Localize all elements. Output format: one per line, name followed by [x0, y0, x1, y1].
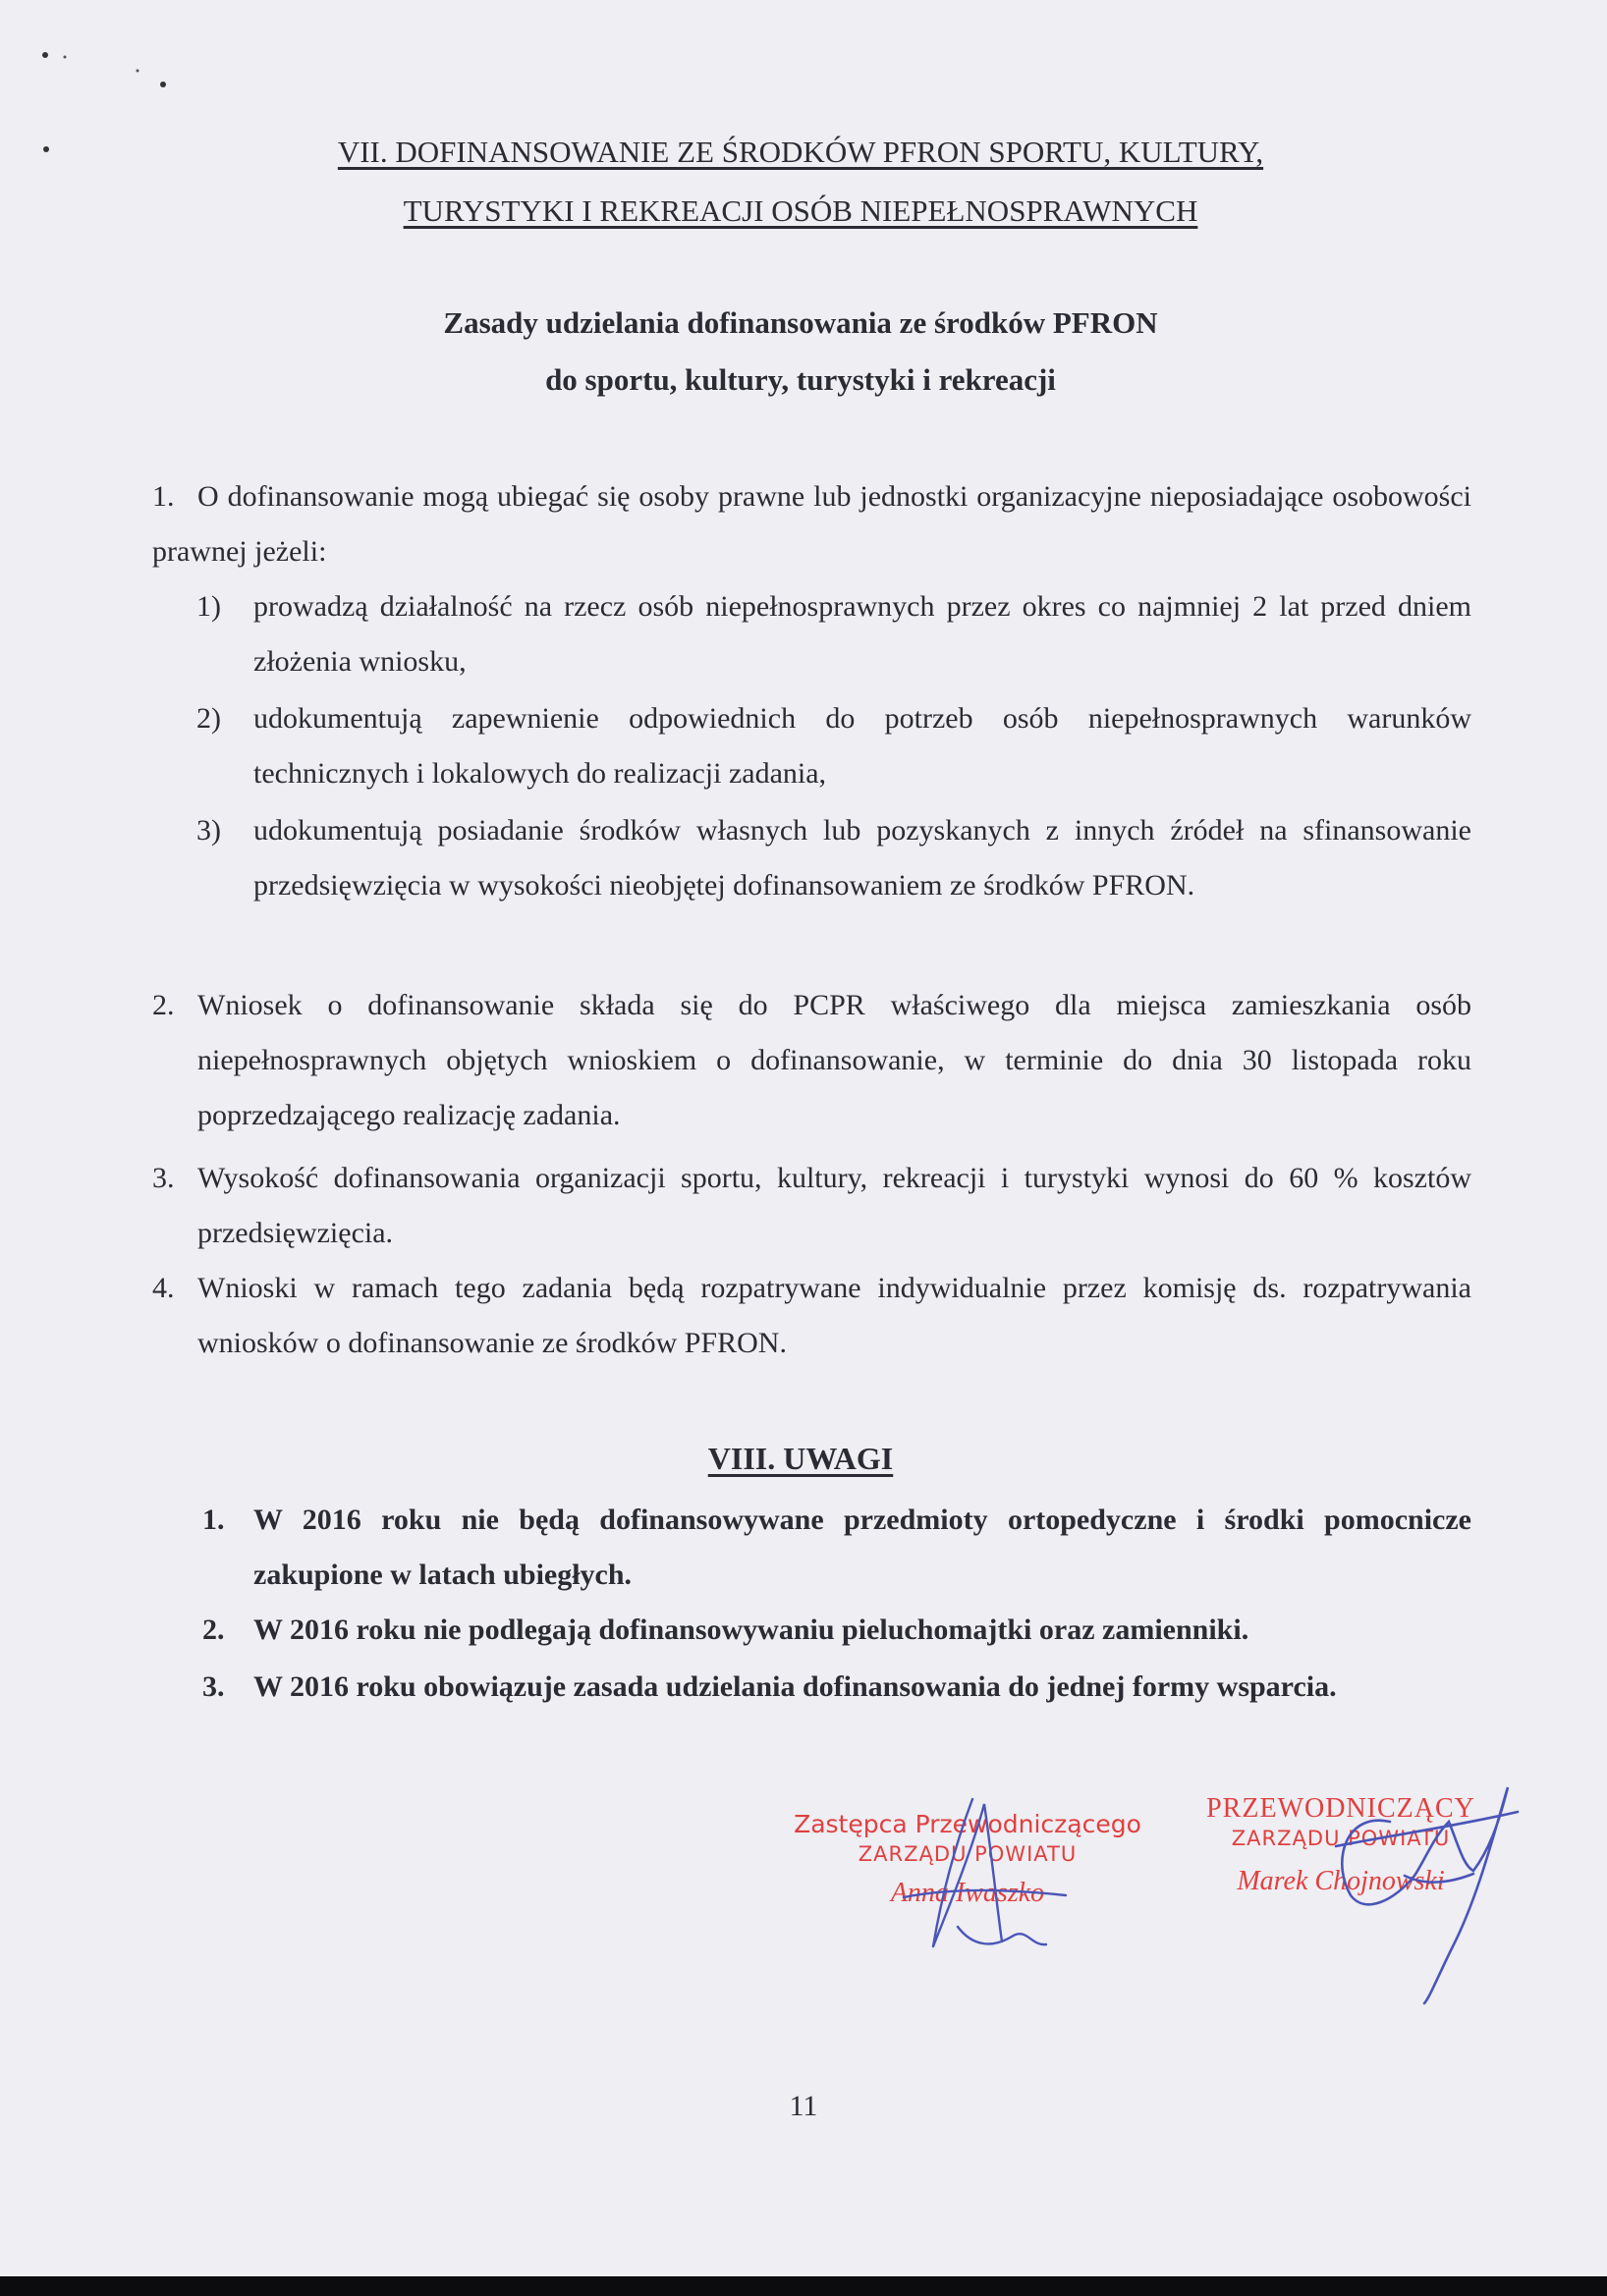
- section-title-line1: VII. DOFINANSOWANIE ZE ŚRODKÓW PFRON SPORTU, KULTURY,: [337, 135, 1264, 169]
- scan-bottom-edge: [0, 2276, 1607, 2296]
- item-text: Wniosek o dofinansowanie składa się do PCPR właściwego dla miejsca zamieszkania osób niepełnosprawnych objętych wnioskiem o dofinansowanie, w terminie do dnia 30 listopada roku poprzedzającego realizację zadania.: [197, 989, 1471, 1131]
- item-number: 3.: [152, 1162, 175, 1194]
- item-text: W 2016 roku nie podlegają dofinansowywaniu pieluchomajtki oraz zamienniki.: [253, 1613, 1249, 1646]
- sub-list-item: [196, 803, 1471, 913]
- item-text: W 2016 roku obowiązuje zasada udzielania dofinansowania do jednej formy wsparcia.: [253, 1670, 1337, 1703]
- page-number: 11: [789, 2090, 818, 2122]
- section-subtitle-line2: do sportu, kultury, turystyki i rekreacji: [545, 362, 1056, 397]
- list-item: [152, 1151, 1471, 1261]
- stamp-line1: Zastępca Przewodniczącego: [794, 1810, 1141, 1838]
- section-title-line2: TURYSTYKI I REKREACJI OSÓB NIEPEŁNOSPRAWNYCH: [403, 193, 1198, 228]
- stamp-name: Anna Iwaszko: [890, 1878, 1045, 1908]
- item-text: W 2016 roku nie będą dofinansowywane przedmioty ortopedyczne i środki pomocnicze zakupione w latach ubiegłych.: [253, 1503, 1471, 1591]
- signature-left: [864, 1779, 1090, 1986]
- subitem-number: 1): [196, 590, 221, 623]
- item-number: 2.: [152, 989, 175, 1021]
- signature-right: [1277, 1768, 1532, 2013]
- item-text: Wysokość dofinansowania organizacji sportu, kultury, rekreacji i turystyki wynosi do 60 % kosztów przedsięwzięcia.: [197, 1162, 1471, 1249]
- sub-list-item: [196, 691, 1471, 801]
- list-item: [202, 1493, 1471, 1603]
- list-item: [152, 469, 1471, 579]
- subitem-text: udokumentują posiadanie środków własnych lub pozyskanych z innych źródeł na sfinansowanie przedsięwzięcia w wysokości nieobjętej dofinansowaniem ze środków PFRON.: [253, 814, 1471, 902]
- uwagi-title: VIII. UWAGI: [707, 1441, 894, 1476]
- sub-list-item: [196, 579, 1471, 689]
- stamp-line2: ZARZĄDU POWIATU: [858, 1842, 1078, 1866]
- subitem-text: udokumentują zapewnienie odpowiednich do potrzeb osób niepełnosprawnych warunków technicznych i lokalowych do realizacji zadania,: [253, 702, 1471, 790]
- item-number: 4.: [152, 1272, 175, 1304]
- subitem-number: 3): [196, 814, 221, 847]
- item-text: O dofinansowanie mogą ubiegać się osoby prawne lub jednostki organizacyjne nieposiadające osobowości prawnej jeżeli:: [152, 480, 1471, 568]
- item-number: 3.: [202, 1670, 225, 1703]
- item-text: Wnioski w ramach tego zadania będą rozpatrywane indywidualnie przez komisję ds. rozpatrywania wniosków o dofinansowanie ze środków PFRON.: [197, 1272, 1471, 1359]
- stamp-name: Marek Chojnowski: [1237, 1866, 1445, 1896]
- item-number: 2.: [202, 1613, 225, 1646]
- list-item: [152, 978, 1471, 1143]
- stamp-line1: PRZEWODNICZĄCY: [1206, 1793, 1475, 1824]
- list-item: [152, 1261, 1471, 1371]
- list-item: [202, 1603, 1471, 1658]
- section-subtitle-line1: Zasady udzielania dofinansowania ze środków PFRON: [443, 305, 1158, 340]
- item-number: 1.: [202, 1503, 225, 1536]
- item-number: 1.: [152, 480, 175, 513]
- list-item: [202, 1660, 1471, 1715]
- subitem-number: 2): [196, 702, 221, 735]
- stamp-line2: ZARZĄDU POWIATU: [1231, 1827, 1451, 1850]
- subitem-text: prowadzą działalność na rzecz osób niepełnosprawnych przez okres co najmniej 2 lat przed dniem złożenia wniosku,: [253, 590, 1471, 678]
